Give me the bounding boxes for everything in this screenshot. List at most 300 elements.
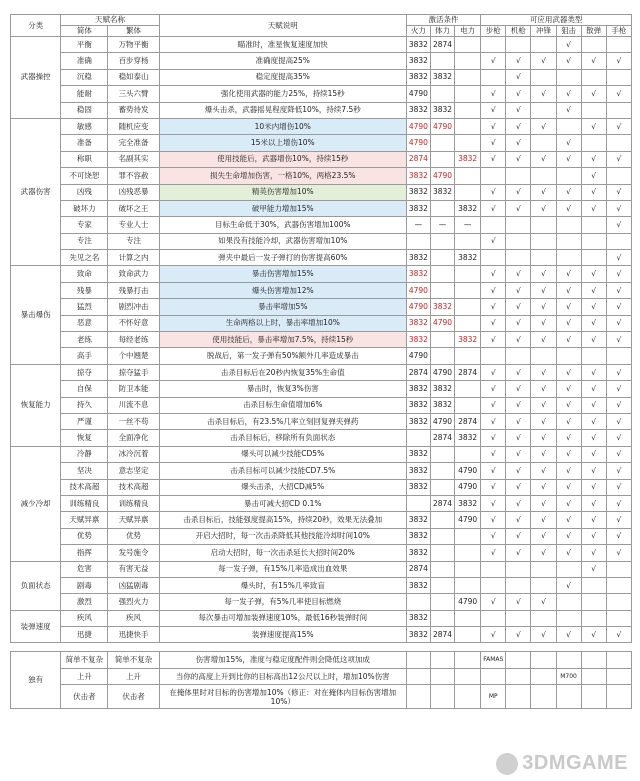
weapon-check: √ bbox=[531, 364, 556, 380]
weapon-check: √ bbox=[606, 315, 631, 331]
simplified-name: 致命 bbox=[61, 266, 108, 282]
traditional-name: 百步穿杨 bbox=[108, 53, 159, 69]
weapon-check: √ bbox=[606, 118, 631, 134]
stamina-value bbox=[430, 332, 454, 348]
talent-description: 瞄准时，准星恢复速度加快 bbox=[159, 37, 406, 53]
firepower-value: 3832 bbox=[406, 381, 430, 397]
weapon-check bbox=[556, 685, 581, 709]
talent-description: 击杀目标生命值增加6% bbox=[159, 397, 406, 413]
weapon-check bbox=[556, 250, 581, 266]
weapon-check bbox=[581, 594, 606, 610]
simplified-name: 伏击者 bbox=[61, 685, 108, 709]
electronics-value: 3832 bbox=[455, 430, 481, 446]
simplified-name: 训练精良 bbox=[61, 495, 108, 511]
table-row bbox=[11, 577, 632, 593]
weapon-check bbox=[481, 217, 506, 233]
talent-description: 击杀目标可以减少技能CD7.5% bbox=[159, 463, 406, 479]
firepower-value: 3832 bbox=[406, 102, 430, 118]
traditional-name: 防卫本能 bbox=[108, 381, 159, 397]
table-row bbox=[11, 233, 632, 249]
traditional-name: 专业人士 bbox=[108, 217, 159, 233]
firepower-value: 4790 bbox=[406, 135, 430, 151]
weapon-check: √ bbox=[531, 151, 556, 167]
firepower-value: 3832 bbox=[406, 168, 430, 184]
weapon-check: √ bbox=[506, 463, 531, 479]
weapon-check: √ bbox=[606, 200, 631, 216]
weapon-check: √ bbox=[581, 463, 606, 479]
firepower-value bbox=[406, 652, 430, 668]
weapon-check: MP bbox=[481, 685, 506, 709]
weapon-check bbox=[581, 685, 606, 709]
traditional-name: 一丝不苟 bbox=[108, 413, 159, 429]
weapon-check: √ bbox=[481, 86, 506, 102]
weapon-check: √ bbox=[556, 512, 581, 528]
electronics-value bbox=[455, 53, 481, 69]
firepower-value bbox=[406, 594, 430, 610]
weapon-check: √ bbox=[606, 397, 631, 413]
firepower-value: 3832 bbox=[406, 446, 430, 462]
weapon-check: √ bbox=[506, 364, 531, 380]
electronics-value bbox=[455, 37, 481, 53]
electronics-value bbox=[455, 668, 481, 684]
weapon-check bbox=[506, 250, 531, 266]
simplified-name: 持久 bbox=[61, 397, 108, 413]
weapon-check: √ bbox=[481, 200, 506, 216]
weapon-check: √ bbox=[556, 135, 581, 151]
weapon-check bbox=[506, 668, 531, 684]
electronics-value bbox=[455, 577, 481, 593]
weapon-check: √ bbox=[531, 118, 556, 134]
stamina-value bbox=[430, 446, 454, 462]
firepower-value: 4790 bbox=[406, 282, 430, 298]
stamina-value: 3832 bbox=[430, 381, 454, 397]
weapon-check: √ bbox=[556, 266, 581, 282]
weapon-check bbox=[606, 668, 631, 684]
weapon-check bbox=[531, 685, 556, 709]
weapon-check bbox=[531, 348, 556, 364]
weapon-check: √ bbox=[581, 332, 606, 348]
weapon-check: √ bbox=[531, 594, 556, 610]
table-row bbox=[11, 250, 632, 266]
weapon-check: √ bbox=[481, 282, 506, 298]
header-shotgun: 冲锋 bbox=[531, 26, 556, 37]
table-row bbox=[11, 118, 632, 134]
table-row bbox=[11, 299, 632, 315]
weapon-check: √ bbox=[581, 528, 606, 544]
category-cell: 武器操控 bbox=[11, 37, 61, 119]
table-row bbox=[11, 397, 632, 413]
simplified-name: 恢复 bbox=[61, 430, 108, 446]
stamina-value bbox=[430, 528, 454, 544]
weapon-check: √ bbox=[581, 168, 606, 184]
category-cell: 暴击爆伤 bbox=[11, 266, 61, 364]
stamina-value: 3832 bbox=[430, 69, 454, 85]
weapon-check: √ bbox=[606, 430, 631, 446]
stamina-value bbox=[430, 135, 454, 151]
stamina-value bbox=[430, 282, 454, 298]
traditional-name: 每经老练 bbox=[108, 332, 159, 348]
simplified-name: 激烈 bbox=[61, 594, 108, 610]
weapon-check bbox=[556, 217, 581, 233]
firepower-value: 3832 bbox=[406, 627, 430, 643]
weapon-check bbox=[556, 594, 581, 610]
electronics-value bbox=[455, 348, 481, 364]
table-row bbox=[11, 668, 632, 684]
traditional-name: 稳如泰山 bbox=[108, 69, 159, 85]
traditional-name: 名副其实 bbox=[108, 151, 159, 167]
spacer-row bbox=[11, 643, 632, 652]
weapon-check: √ bbox=[481, 495, 506, 511]
weapon-check: √ bbox=[606, 282, 631, 298]
weapon-check: √ bbox=[606, 184, 631, 200]
weapon-check: √ bbox=[606, 479, 631, 495]
simplified-name: 冷静 bbox=[61, 446, 108, 462]
traditional-name: 凶残恶暴 bbox=[108, 184, 159, 200]
talent-description: 精英伤害增加10% bbox=[159, 184, 406, 200]
weapon-check bbox=[531, 102, 556, 118]
weapon-check: √ bbox=[506, 69, 531, 85]
header-firepower: 火力 bbox=[406, 26, 430, 37]
weapon-check: √ bbox=[531, 430, 556, 446]
weapon-check: √ bbox=[581, 561, 606, 577]
weapon-check: √ bbox=[506, 430, 531, 446]
weapon-check: √ bbox=[556, 479, 581, 495]
talent-description: 每一发子弹，有15%几率造成出血效果 bbox=[159, 561, 406, 577]
weapon-check: √ bbox=[506, 528, 531, 544]
weapon-check: √ bbox=[556, 577, 581, 593]
talent-description: 使用技能后，武器增伤10%，持续15秒 bbox=[159, 151, 406, 167]
weapon-check bbox=[581, 348, 606, 364]
header-electronics: 电力 bbox=[455, 26, 481, 37]
firepower-value: 2874 bbox=[406, 561, 430, 577]
weapon-check bbox=[481, 577, 506, 593]
weapon-check: √ bbox=[531, 413, 556, 429]
firepower-value: 3832 bbox=[406, 413, 430, 429]
simplified-name: 天赋异禀 bbox=[61, 512, 108, 528]
electronics-value: 4790 bbox=[455, 463, 481, 479]
weapon-check: √ bbox=[556, 151, 581, 167]
talent-description: 暴击率增加5% bbox=[159, 299, 406, 315]
talent-description: 弹夹中最后一发子弹打的伤害提高60% bbox=[159, 250, 406, 266]
weapon-check bbox=[531, 217, 556, 233]
weapon-check: √ bbox=[581, 266, 606, 282]
weapon-check bbox=[481, 37, 506, 53]
weapon-check: √ bbox=[556, 413, 581, 429]
weapon-check bbox=[481, 610, 506, 626]
weapon-check: √ bbox=[506, 594, 531, 610]
weapon-check: √ bbox=[556, 364, 581, 380]
stamina-value bbox=[430, 512, 454, 528]
weapon-check: √ bbox=[481, 151, 506, 167]
weapon-check bbox=[531, 135, 556, 151]
weapon-check: √ bbox=[556, 545, 581, 561]
weapon-check bbox=[481, 168, 506, 184]
table-row bbox=[11, 495, 632, 511]
weapon-check: √ bbox=[481, 299, 506, 315]
weapon-check: √ bbox=[481, 479, 506, 495]
firepower-value: 3832 bbox=[406, 479, 430, 495]
electronics-value bbox=[455, 610, 481, 626]
table-row bbox=[11, 53, 632, 69]
stamina-value bbox=[430, 53, 454, 69]
category-cell: 恢复能力 bbox=[11, 364, 61, 446]
weapon-check: √ bbox=[581, 118, 606, 134]
talent-description: 爆头击杀，武器摇晃程度降低10%，持续7.5秒 bbox=[159, 102, 406, 118]
firepower-value bbox=[406, 233, 430, 249]
header-sniper: 狙击 bbox=[556, 26, 581, 37]
electronics-value bbox=[455, 69, 481, 85]
traditional-name: 万物平衡 bbox=[108, 37, 159, 53]
simplified-name: 上升 bbox=[61, 668, 108, 684]
weapon-check bbox=[556, 118, 581, 134]
traditional-name: 意志坚定 bbox=[108, 463, 159, 479]
stamina-value bbox=[430, 348, 454, 364]
firepower-value: 3832 bbox=[406, 200, 430, 216]
weapon-check bbox=[606, 168, 631, 184]
weapon-check: √ bbox=[531, 282, 556, 298]
weapon-check: √ bbox=[581, 184, 606, 200]
weapon-check: √ bbox=[556, 200, 581, 216]
talent-description: 目标生命低于30%，武器伤害增加100% bbox=[159, 217, 406, 233]
weapon-check: √ bbox=[506, 446, 531, 462]
weapon-check bbox=[506, 348, 531, 364]
electronics-value bbox=[455, 315, 481, 331]
talent-description: 伤害增加15%，准度与稳定度配件则会降低这项加成 bbox=[159, 652, 406, 668]
simplified-name: 迅捷 bbox=[61, 627, 108, 643]
weapon-check: √ bbox=[481, 446, 506, 462]
talent-description: 每一发子弹，有5%几率使目标燃烧 bbox=[159, 594, 406, 610]
traditional-name: 川流不息 bbox=[108, 397, 159, 413]
weapon-check: √ bbox=[531, 495, 556, 511]
firepower-value: 3832 bbox=[406, 184, 430, 200]
traditional-name: 残暴打击 bbox=[108, 282, 159, 298]
weapon-check: √ bbox=[556, 430, 581, 446]
firepower-value: 4790 bbox=[406, 118, 430, 134]
electronics-value: 2874 bbox=[455, 413, 481, 429]
simplified-name: 猛烈 bbox=[61, 299, 108, 315]
weapon-check: √ bbox=[506, 282, 531, 298]
weapon-check: √ bbox=[531, 184, 556, 200]
electronics-value: 4790 bbox=[455, 512, 481, 528]
firepower-value: 3832 bbox=[406, 332, 430, 348]
weapon-check: √ bbox=[581, 315, 606, 331]
electronics-value bbox=[455, 282, 481, 298]
stamina-value bbox=[430, 200, 454, 216]
electronics-value bbox=[455, 685, 481, 709]
stamina-value bbox=[430, 685, 454, 709]
stamina-value: 2874 bbox=[430, 430, 454, 446]
table-row bbox=[11, 315, 632, 331]
weapon-check: √ bbox=[531, 315, 556, 331]
weapon-check bbox=[481, 250, 506, 266]
stamina-value: 3832 bbox=[430, 397, 454, 413]
weapon-check bbox=[606, 610, 631, 626]
firepower-value: 3832 bbox=[406, 250, 430, 266]
weapon-check: √ bbox=[606, 364, 631, 380]
table-row bbox=[11, 545, 632, 561]
weapon-check bbox=[606, 652, 631, 668]
talent-description: 爆头伤害增加12% bbox=[159, 282, 406, 298]
weapon-check bbox=[531, 610, 556, 626]
weapon-check: √ bbox=[556, 102, 581, 118]
weapon-check: √ bbox=[606, 545, 631, 561]
weapon-check bbox=[556, 652, 581, 668]
traditional-name: 简单不复杂 bbox=[108, 652, 159, 668]
traditional-name: 致命武力 bbox=[108, 266, 159, 282]
weapon-check bbox=[581, 102, 606, 118]
talent-description: 使用技能后，暴击率增加7.5%，持续15秒 bbox=[159, 332, 406, 348]
weapon-check: √ bbox=[606, 250, 631, 266]
weapon-check bbox=[556, 168, 581, 184]
weapon-check: √ bbox=[581, 299, 606, 315]
simplified-name: 平衡 bbox=[61, 37, 108, 53]
talent-description: 爆头击杀，大招CD减5% bbox=[159, 479, 406, 495]
traditional-name: 疾风 bbox=[108, 610, 159, 626]
traditional-name: 强烈火力 bbox=[108, 594, 159, 610]
weapon-check: √ bbox=[506, 102, 531, 118]
weapon-check: √ bbox=[531, 512, 556, 528]
talent-description: 破甲能力增加15% bbox=[159, 200, 406, 216]
stamina-value bbox=[430, 479, 454, 495]
traditional-name: 罪不容赦 bbox=[108, 168, 159, 184]
weapon-check: √ bbox=[481, 184, 506, 200]
traditional-name: 发号施令 bbox=[108, 545, 159, 561]
traditional-name: 不怀好意 bbox=[108, 315, 159, 331]
weapon-check: √ bbox=[606, 266, 631, 282]
weapon-check: √ bbox=[481, 135, 506, 151]
header-shotgun2: 散弹 bbox=[581, 26, 606, 37]
talent-description: 暴击可减大招CD 0.1% bbox=[159, 495, 406, 511]
electronics-value bbox=[455, 652, 481, 668]
firepower-value: 4790 bbox=[406, 86, 430, 102]
weapon-check bbox=[606, 37, 631, 53]
weapon-check bbox=[531, 250, 556, 266]
stamina-value bbox=[430, 652, 454, 668]
header-category: 分类 bbox=[11, 15, 61, 37]
weapon-check: √ bbox=[481, 594, 506, 610]
header-activation: 激活条件 bbox=[406, 15, 480, 26]
weapon-check bbox=[506, 652, 531, 668]
stamina-value: 4790 bbox=[430, 315, 454, 331]
table-row bbox=[11, 430, 632, 446]
weapon-check: √ bbox=[531, 86, 556, 102]
weapon-check: M700 bbox=[556, 668, 581, 684]
traditional-name: 剧烈冲击 bbox=[108, 299, 159, 315]
table-row bbox=[11, 69, 632, 85]
weapon-check: √ bbox=[556, 495, 581, 511]
simplified-name: 稳固 bbox=[61, 102, 108, 118]
firepower-value: 3832 bbox=[406, 610, 430, 626]
weapon-check: √ bbox=[531, 381, 556, 397]
weapon-check: √ bbox=[556, 446, 581, 462]
traditional-name: 有害无益 bbox=[108, 561, 159, 577]
firepower-value: 3832 bbox=[406, 512, 430, 528]
weapon-check: √ bbox=[606, 446, 631, 462]
simplified-name: 残暴 bbox=[61, 282, 108, 298]
firepower-value: 3832 bbox=[406, 463, 430, 479]
stamina-value: 4790 bbox=[430, 413, 454, 429]
simplified-name: 称职 bbox=[61, 151, 108, 167]
weapon-check: √ bbox=[481, 528, 506, 544]
weapon-check: √ bbox=[506, 151, 531, 167]
simplified-name: 危害 bbox=[61, 561, 108, 577]
weapon-check: √ bbox=[506, 266, 531, 282]
weapon-check: √ bbox=[506, 545, 531, 561]
firepower-value: 3832 bbox=[406, 577, 430, 593]
weapon-check: √ bbox=[506, 184, 531, 200]
traditional-name: 冰冷沉着 bbox=[108, 446, 159, 462]
weapon-check bbox=[481, 69, 506, 85]
spacer-cell bbox=[11, 643, 632, 652]
electronics-value bbox=[455, 135, 481, 151]
simplified-name: 能耐 bbox=[61, 86, 108, 102]
header-weapon-types: 可应用武器类型 bbox=[481, 15, 632, 26]
talent-description: 启动大招时，每一次击杀延长大招时间20% bbox=[159, 545, 406, 561]
weapon-check: √ bbox=[481, 545, 506, 561]
weapon-check: √ bbox=[531, 479, 556, 495]
traditional-name: 完全准备 bbox=[108, 135, 159, 151]
weapon-check: √ bbox=[606, 151, 631, 167]
weapon-check: √ bbox=[581, 86, 606, 102]
weapon-check: √ bbox=[531, 528, 556, 544]
weapon-check bbox=[481, 348, 506, 364]
electronics-value bbox=[455, 397, 481, 413]
weapon-check: √ bbox=[506, 381, 531, 397]
weapon-check: √ bbox=[481, 315, 506, 331]
traditional-name: 迅捷快手 bbox=[108, 627, 159, 643]
weapon-check: √ bbox=[556, 86, 581, 102]
weapon-check bbox=[581, 217, 606, 233]
weapon-check bbox=[606, 135, 631, 151]
talent-description: 每次暴击可增加装弹速度10%，最低16秒装弹时间 bbox=[159, 610, 406, 626]
talent-description: 暴击时，恢复3%伤害 bbox=[159, 381, 406, 397]
weapon-check: √ bbox=[581, 495, 606, 511]
weapon-check bbox=[531, 37, 556, 53]
weapon-check: √ bbox=[506, 299, 531, 315]
weapon-check: √ bbox=[606, 495, 631, 511]
talent-table bbox=[10, 14, 632, 709]
table-row bbox=[11, 332, 632, 348]
table-row bbox=[11, 463, 632, 479]
weapon-check: √ bbox=[481, 397, 506, 413]
weapon-check: √ bbox=[606, 332, 631, 348]
weapon-check bbox=[531, 233, 556, 249]
electronics-value: 4790 bbox=[455, 479, 481, 495]
weapon-check: √ bbox=[556, 184, 581, 200]
watermark-logo: 3DMGAME bbox=[496, 752, 628, 775]
simplified-name: 掠夺 bbox=[61, 364, 108, 380]
weapon-check bbox=[581, 668, 606, 684]
talent-description: 爆头时，有15%几率致盲 bbox=[159, 577, 406, 593]
weapon-check bbox=[556, 233, 581, 249]
weapon-check: √ bbox=[481, 413, 506, 429]
weapon-check: √ bbox=[481, 463, 506, 479]
stamina-value bbox=[430, 561, 454, 577]
traditional-name: 天赋异禀 bbox=[108, 512, 159, 528]
stamina-value: 4790 bbox=[430, 118, 454, 134]
weapon-check: √ bbox=[506, 86, 531, 102]
simplified-name: 优势 bbox=[61, 528, 108, 544]
weapon-check bbox=[581, 69, 606, 85]
weapon-check: √ bbox=[581, 397, 606, 413]
table-row bbox=[11, 627, 632, 643]
talent-description: 损失生命增加伤害，一格10%，两格23.5% bbox=[159, 168, 406, 184]
talent-description: 当你的高度上升到比你的目标高出12公尺以上时，增加10%伤害 bbox=[159, 668, 406, 684]
talent-description: 爆头可以减少技能CD5% bbox=[159, 446, 406, 462]
weapon-check bbox=[556, 561, 581, 577]
electronics-value bbox=[455, 561, 481, 577]
weapon-check bbox=[581, 577, 606, 593]
